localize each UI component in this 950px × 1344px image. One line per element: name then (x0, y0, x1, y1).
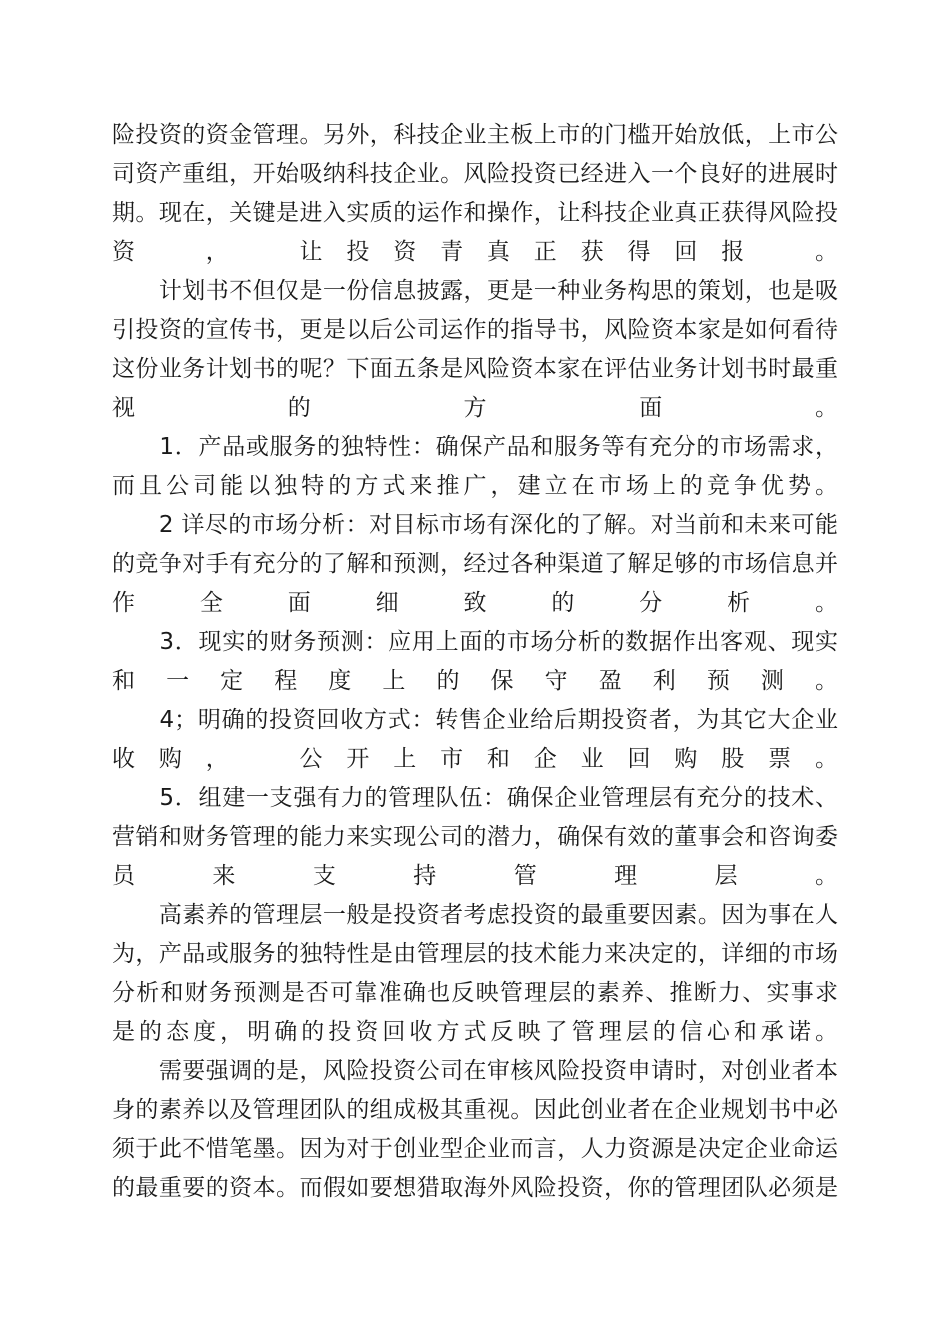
text-line: 而且公司能以独特的方式来推广，建立在市场上的竞争优势。 (112, 473, 838, 499)
text-line: 分析和财务预测是否可靠准确也反映管理层的素养、推断力、实事求 (112, 980, 838, 1006)
text-line: 5．组建一支强有力的管理队伍：确保企业管理层有充分的技术、 (112, 785, 838, 811)
text-line: 3．现实的财务预测：应用上面的市场分析的数据作出客观、现实 (112, 629, 838, 655)
text-line: 期。现在，关键是进入实质的运作和操作，让科技企业真正获得风险投 (112, 200, 838, 226)
text-line: 险投资的资金管理。另外，科技企业主板上市的门槛开始放低，上市公 (112, 122, 838, 148)
text-line: 司资产重组，开始吸纳科技企业。风险投资已经进入一个良好的进展时 (112, 161, 838, 187)
text-line: 作 全 面 细 致 的 分 析 。 (112, 590, 838, 616)
text-line: 的竞争对手有充分的了解和预测，经过各种渠道了解足够的市场信息并 (112, 551, 838, 577)
text-line: 视 的 方 面 。 (112, 395, 838, 421)
text-line: 4；明确的投资回收方式：转售企业给后期投资者，为其它大企业 (112, 707, 838, 733)
text-line: 2 详尽的市场分析：对目标市场有深化的了解。对当前和未来可能 (112, 512, 838, 538)
text-line: 需要强调的是，风险投资公司在审核风险投资申请时，对创业者本 (112, 1058, 838, 1084)
text-line: 为，产品或服务的独特性是由管理层的技术能力来决定的，详细的市场 (112, 941, 838, 967)
document-body (112, 116, 838, 1208)
text-line: 身的素养以及管理团队的组成极其重视。因此创业者在企业规划书中必 (112, 1097, 838, 1123)
text-line: 资 ， 让 投 资 青 真 正 获 得 回 报 。 (112, 239, 838, 265)
text-line: 的最重要的资本。而假如要想猎取海外风险投资，你的管理团队必须是 (112, 1175, 838, 1201)
text-line: 1．产品或服务的独特性：确保产品和服务等有充分的市场需求， (112, 434, 838, 460)
text-line: 引投资的宣传书，更是以后公司运作的指导书，风险资本家是如何看待 (112, 317, 838, 343)
text-line: 须于此不惜笔墨。因为对于创业型企业而言，人力资源是决定企业命运 (112, 1136, 838, 1162)
text-line: 高素养的管理层一般是投资者考虑投资的最重要因素。因为事在人 (112, 902, 838, 928)
text-line: 这份业务计划书的呢？下面五条是风险资本家在评估业务计划书时最重 (112, 356, 838, 382)
text-line: 是的态度，明确的投资回收方式反映了管理层的信心和承诺。 (112, 1019, 838, 1045)
text-line: 员 来 支 持 管 理 层 。 (112, 863, 838, 889)
text-line: 和 一 定 程 度 上 的 保 守 盈 利 预 测 。 (112, 668, 838, 694)
text-line: 收 购 ， 公 开 上 市 和 企 业 回 购 股 票 。 (112, 746, 838, 772)
text-line: 营销和财务管理的能力来实现公司的潜力，确保有效的董事会和咨询委 (112, 824, 838, 850)
text-line: 计划书不但仅是一份信息披露，更是一种业务构思的策划，也是吸 (112, 278, 838, 304)
